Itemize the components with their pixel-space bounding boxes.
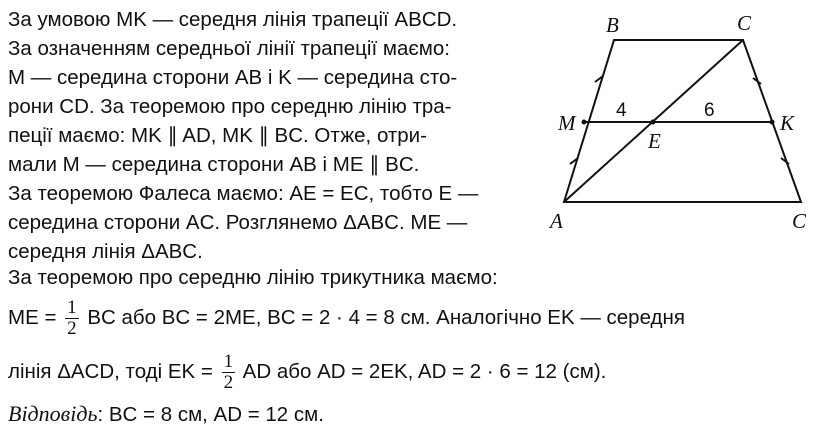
formula1-rest: BC або BC = 2ME, BC = 2 · 4 = 8 см. Аналогічно EK — середня <box>87 306 685 329</box>
label-k: K <box>780 111 795 135</box>
formula2-prefix: лінія ΔACD, тоді EK = <box>8 360 213 383</box>
label-b: B <box>606 13 619 37</box>
label-c-bottom: C <box>792 209 807 233</box>
text-line-5: пеції маємо: MK ∥ AD, MK ∥ BC. Отже, отри- <box>8 124 427 147</box>
fraction-numerator: 1 <box>223 351 234 373</box>
trapezoid-figure <box>540 6 820 238</box>
text-line-10: За теоремою про середню лінію трикутника маємо: <box>8 266 498 289</box>
text-line-3: M — середина сторони AB і K — середина сто- <box>8 66 458 89</box>
text-line-9: середня лінія ΔABC. <box>8 240 203 263</box>
answer-line <box>8 402 324 427</box>
answer-text: : BC = 8 см, AD = 12 см. <box>97 403 324 426</box>
point-e <box>651 120 656 125</box>
text-line-1: За умовою MK — середня лінія трапеції ABCD. <box>8 8 458 31</box>
fraction-one-half <box>65 298 79 339</box>
fraction-denominator: 2 <box>223 372 234 394</box>
label-a: A <box>550 209 563 233</box>
point-m <box>582 120 587 125</box>
text-line-8: середина сторони AC. Розглянемо ΔABC. ME — <box>8 211 468 234</box>
fraction-numerator: 1 <box>67 297 77 319</box>
fraction-denominator: 2 <box>67 318 77 340</box>
formula2-rest: AD або AD = 2EK, AD = 2 · 6 = 12 (см). <box>242 360 607 383</box>
segment-ek-length: 6 <box>704 100 715 121</box>
point-k <box>770 120 775 125</box>
text-line-4: рони CD. За теоремою про середню лінію тра- <box>8 95 452 118</box>
label-m: M <box>558 111 576 135</box>
formula-line-1 <box>8 296 685 340</box>
answer-label: Відповідь <box>8 401 98 426</box>
label-e: E <box>648 129 661 153</box>
label-c-top: C <box>737 11 752 35</box>
segment-me-length: 4 <box>616 100 627 121</box>
fraction-one-half <box>222 352 236 393</box>
text-line-6: мали M — середина сторони AB і ME ∥ BC. <box>8 153 420 176</box>
text-line-2: За означенням середньої лінії трапеції маємо: <box>8 37 451 60</box>
text-line-7: За теоремою Фалеса маємо: AE = EC, тобто E — <box>8 182 479 205</box>
formula-line-2 <box>8 350 606 394</box>
formula1-lhs: ME = <box>8 306 57 329</box>
